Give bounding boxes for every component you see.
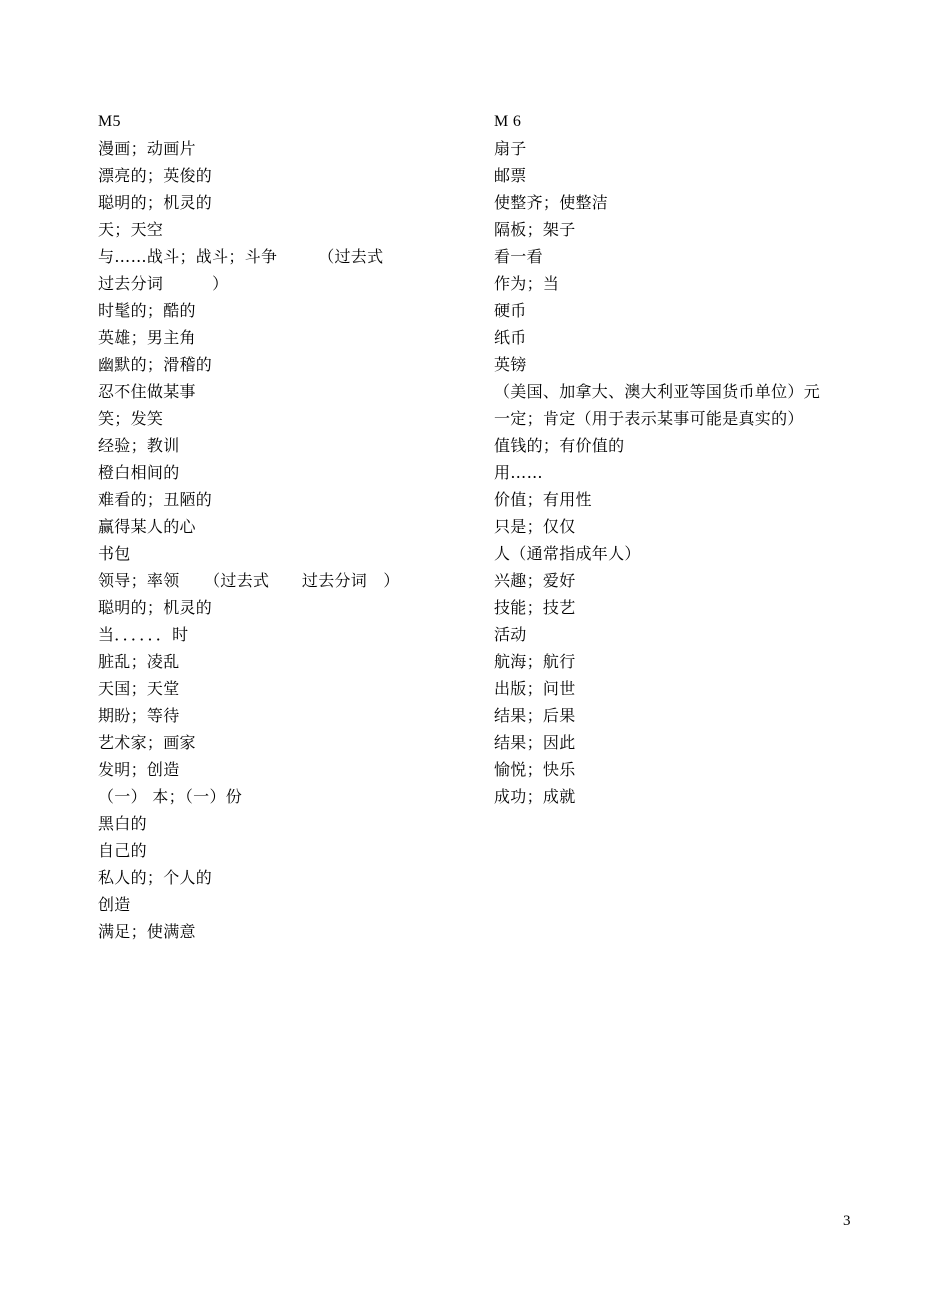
vocab-entry: 看一看 [494,247,543,266]
vocab-entry: 英镑 [494,355,527,374]
vocab-list-m6 [494,135,874,810]
vocab-entry: 英雄；男主角 [98,328,196,347]
vocab-entry: 值钱的；有价值的 [494,436,625,455]
vocab-entry: 扇子 [494,139,527,158]
vocab-column-m5 [98,108,460,945]
vocab-entry: 漫画；动画片 [98,139,196,158]
vocab-entry: 结果；后果 [494,706,576,725]
vocab-entry: 技能；技艺 [494,598,576,617]
vocab-entry: （一） 本；（一）份 [98,787,243,806]
vocab-entry: 邮票 [494,166,527,185]
vocab-entry: 黑白的 [98,814,147,833]
vocab-entry: 难看的；丑陋的 [98,490,213,509]
module-heading-m5: M5 [98,113,121,130]
vocab-entry: 出版；问世 [494,679,576,698]
vocab-entry: 幽默的；滑稽的 [98,355,213,374]
module-heading-m6: M 6 [494,113,522,130]
vocab-entry: 只是；仅仅 [494,517,576,536]
vocab-entry: 使整齐；使整洁 [494,193,609,212]
vocab-entry: 航海；航行 [494,652,576,671]
vocab-entry: 人（通常指成年人） [494,544,641,563]
vocab-list-m5 [98,135,460,945]
vocab-entry: 忍不住做某事 [98,382,196,401]
vocab-entry: 用…… [494,463,543,482]
vocab-entry: 创造 [98,895,131,914]
vocab-entry: 时髦的；酷的 [98,301,196,320]
vocab-entry: 纸币 [494,328,527,347]
vocab-entry: 硬币 [494,301,527,320]
vocab-entry: 自己的 [98,841,147,860]
vocab-entry: 书包 [98,544,131,563]
vocab-entry: 私人的；个人的 [98,868,213,887]
vocab-entry: 聪明的；机灵的 [98,193,213,212]
vocab-entry: 愉悦；快乐 [494,760,576,779]
vocab-entry: 过去分词 ） [98,274,229,293]
vocab-entry: 满足；使满意 [98,922,196,941]
vocab-entry: 天；天空 [98,220,164,239]
vocab-entry: 艺术家；画家 [98,733,196,752]
vocab-entry: 兴趣；爱好 [494,571,576,590]
vocab-entry: 活动 [494,625,527,644]
vocab-entry: 结果；因此 [494,733,576,752]
page-number: 3 [843,1213,851,1229]
vocab-entry: 一定；肯定（用于表示某事可能是真实的） [494,409,804,428]
vocab-entry: 作为；当 [494,274,560,293]
vocab-entry: 与……战斗；战斗；斗争 （过去式 [98,247,384,266]
vocab-column-m6 [494,108,874,810]
vocab-entry: 发明；创造 [98,760,180,779]
vocab-entry: 当．．．．．．时 [98,625,189,644]
vocab-entry: 赢得某人的心 [98,517,196,536]
vocab-entry: 天国；天堂 [98,679,180,698]
vocab-entry: 隔板；架子 [494,220,576,239]
vocab-entry: 价值；有用性 [494,490,592,509]
vocab-entry: 领导；率领 （过去式 过去分词 ） [98,571,400,590]
vocab-entry: 橙白相间的 [98,463,180,482]
vocab-entry: 成功；成就 [494,787,576,806]
vocab-entry: 笑；发笑 [98,409,164,428]
vocab-entry: 漂亮的；英俊的 [98,166,213,185]
vocab-entry: 聪明的；机灵的 [98,598,213,617]
vocab-entry: 脏乱；凌乱 [98,652,180,671]
vocab-entry: 期盼；等待 [98,706,180,725]
vocab-entry: （美国、加拿大、澳大利亚等国货币单位）元 [494,382,821,401]
vocab-entry: 经验；教训 [98,436,180,455]
